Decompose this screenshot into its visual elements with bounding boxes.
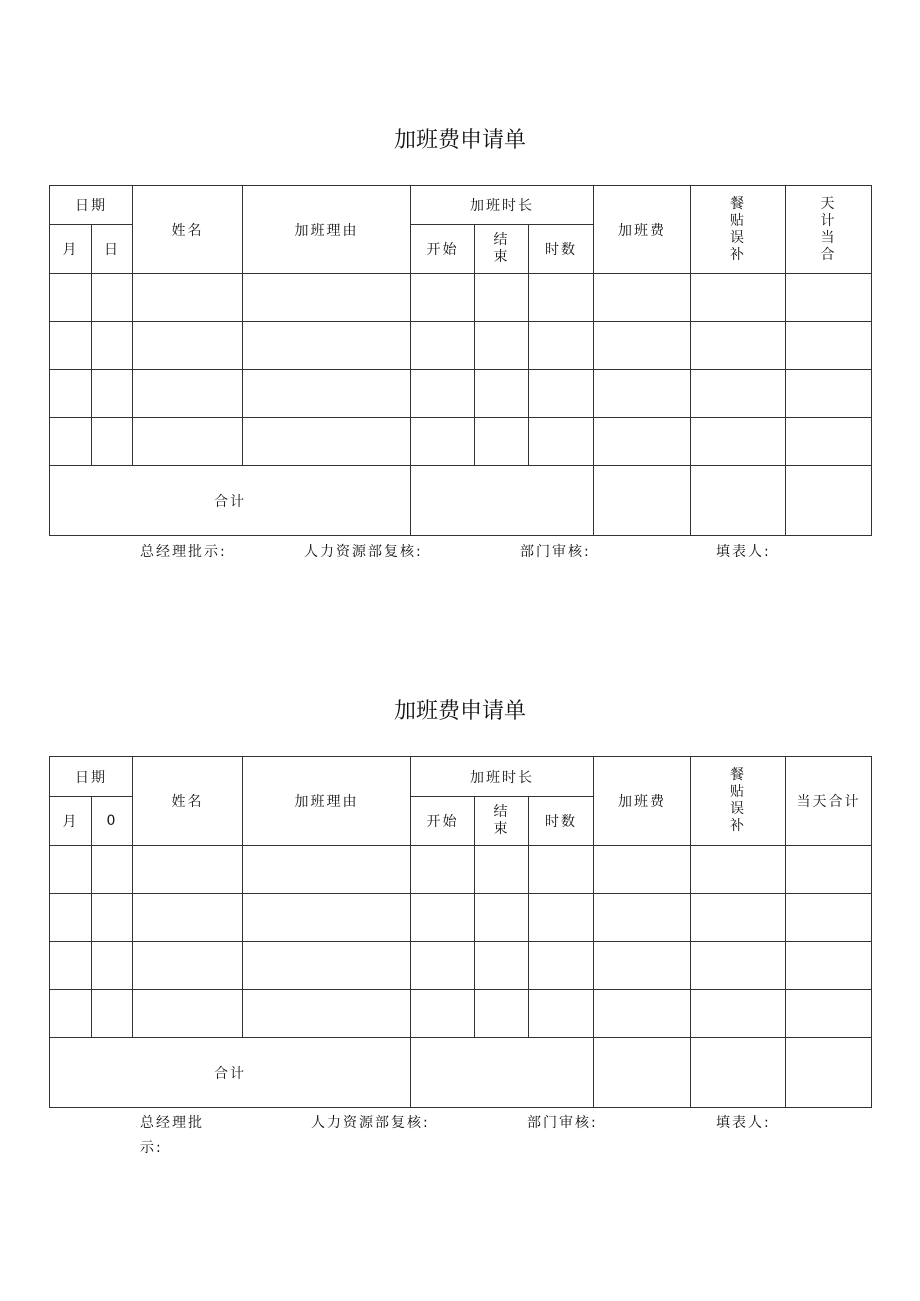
filler-label: 填表人: (716, 1115, 771, 1131)
form-2-table (49, 756, 872, 1108)
cell[interactable] (133, 846, 243, 894)
header-day-total: 当天合计 (786, 757, 872, 846)
header-name: 姓名 (133, 757, 243, 846)
cell[interactable] (594, 894, 691, 942)
cell[interactable] (50, 990, 92, 1038)
hr-review-label: 人力资源部复核: (304, 544, 423, 560)
header-hours: 时数 (529, 225, 594, 274)
gm-approval-label: 总经理批 (140, 1115, 204, 1131)
cell[interactable] (243, 990, 411, 1038)
table-row (50, 322, 872, 370)
cell[interactable] (529, 990, 594, 1038)
header-name: 姓名 (133, 186, 243, 274)
cell[interactable] (243, 894, 411, 942)
cell[interactable] (50, 894, 92, 942)
cell[interactable] (50, 942, 92, 990)
cell[interactable] (92, 418, 133, 466)
cell[interactable] (786, 418, 872, 466)
header-end: 结 束 (475, 797, 529, 846)
cell[interactable] (243, 418, 411, 466)
cell[interactable] (133, 942, 243, 990)
cell[interactable] (411, 894, 475, 942)
cell[interactable] (92, 942, 133, 990)
header-date: 日期 (50, 186, 133, 225)
filler-label: 填表人: (716, 544, 771, 560)
cell[interactable] (411, 846, 475, 894)
header-end: 结 束 (475, 225, 529, 274)
cell[interactable] (133, 322, 243, 370)
header-day-total: 天 计 当 合 (786, 186, 872, 274)
total-fee-cell[interactable] (594, 1038, 691, 1108)
total-fee-cell[interactable] (594, 466, 691, 536)
total-label: 合计 (50, 466, 411, 536)
cell[interactable] (691, 322, 786, 370)
cell[interactable] (411, 274, 475, 322)
gm-approval-label: 总经理批示: (140, 544, 227, 560)
cell[interactable] (92, 274, 133, 322)
cell[interactable] (411, 942, 475, 990)
cell[interactable] (529, 942, 594, 990)
cell[interactable] (411, 322, 475, 370)
cell[interactable] (92, 990, 133, 1038)
cell[interactable] (475, 274, 529, 322)
total-duration-cell[interactable] (411, 1038, 594, 1108)
cell[interactable] (92, 322, 133, 370)
cell[interactable] (133, 894, 243, 942)
cell[interactable] (786, 894, 872, 942)
cell[interactable] (243, 942, 411, 990)
cell[interactable] (50, 846, 92, 894)
header-day: 日 (92, 225, 133, 274)
cell[interactable] (691, 942, 786, 990)
header-meal-allowance: 餐 贴 误 补 (691, 186, 786, 274)
form-1-table (49, 185, 872, 536)
gm-approval-label-cont: 示: (140, 1140, 163, 1156)
dept-review-label: 部门审核: (527, 1115, 598, 1131)
cell[interactable] (594, 942, 691, 990)
cell[interactable] (691, 418, 786, 466)
header-hours: 时数 (529, 797, 594, 846)
cell[interactable] (243, 274, 411, 322)
cell[interactable] (133, 274, 243, 322)
cell[interactable] (594, 370, 691, 418)
cell[interactable] (475, 322, 529, 370)
total-row (50, 1038, 872, 1108)
header-start: 开始 (411, 797, 475, 846)
cell[interactable] (594, 990, 691, 1038)
header-duration: 加班时长 (411, 186, 594, 225)
cell[interactable] (691, 990, 786, 1038)
header-day: 0 (92, 797, 133, 846)
cell[interactable] (411, 370, 475, 418)
cell[interactable] (92, 370, 133, 418)
cell[interactable] (243, 846, 411, 894)
cell[interactable] (50, 274, 92, 322)
cell[interactable] (529, 322, 594, 370)
table-row (50, 894, 872, 942)
cell[interactable] (786, 846, 872, 894)
header-fee: 加班费 (594, 186, 691, 274)
total-row (50, 466, 872, 536)
cell[interactable] (529, 894, 594, 942)
cell[interactable] (50, 322, 92, 370)
header-month: 月 (50, 797, 92, 846)
cell[interactable] (133, 990, 243, 1038)
cell[interactable] (50, 418, 92, 466)
cell[interactable] (594, 846, 691, 894)
hr-review-label: 人力资源部复核: (311, 1115, 430, 1131)
cell[interactable] (411, 418, 475, 466)
total-day-cell[interactable] (786, 466, 872, 536)
header-month: 月 (50, 225, 92, 274)
cell[interactable] (594, 322, 691, 370)
cell[interactable] (243, 322, 411, 370)
cell[interactable] (594, 418, 691, 466)
table-row (50, 846, 872, 894)
cell[interactable] (475, 942, 529, 990)
header-start: 开始 (411, 225, 475, 274)
cell[interactable] (133, 370, 243, 418)
cell[interactable] (411, 990, 475, 1038)
header-meal-allowance: 餐 贴 误 补 (691, 757, 786, 846)
cell[interactable] (691, 846, 786, 894)
cell[interactable] (50, 370, 92, 418)
cell[interactable] (475, 370, 529, 418)
cell[interactable] (594, 274, 691, 322)
cell[interactable] (475, 846, 529, 894)
header-date: 日期 (50, 757, 133, 797)
header-fee: 加班费 (594, 757, 691, 846)
cell[interactable] (133, 418, 243, 466)
total-duration-cell[interactable] (411, 466, 594, 536)
form-1-title: 加班费申请单 (393, 128, 526, 153)
cell[interactable] (475, 894, 529, 942)
cell[interactable] (529, 846, 594, 894)
total-day-cell[interactable] (786, 1038, 872, 1108)
dept-review-label: 部门审核: (520, 544, 591, 560)
cell[interactable] (529, 274, 594, 322)
cell[interactable] (786, 990, 872, 1038)
cell[interactable] (786, 274, 872, 322)
total-label: 合计 (50, 1038, 411, 1108)
table-row (50, 942, 872, 990)
table-row (50, 370, 872, 418)
cell[interactable] (529, 418, 594, 466)
cell[interactable] (529, 370, 594, 418)
total-meal-cell[interactable] (691, 1038, 786, 1108)
total-meal-cell[interactable] (691, 466, 786, 536)
form-2-title: 加班费申请单 (393, 699, 526, 724)
header-duration: 加班时长 (411, 757, 594, 797)
cell[interactable] (475, 990, 529, 1038)
cell[interactable] (786, 322, 872, 370)
table-row (50, 418, 872, 466)
cell[interactable] (92, 894, 133, 942)
table-row (50, 990, 872, 1038)
cell[interactable] (786, 942, 872, 990)
header-reason: 加班理由 (243, 186, 411, 274)
cell[interactable] (243, 370, 411, 418)
header-reason: 加班理由 (243, 757, 411, 846)
cell[interactable] (691, 274, 786, 322)
table-row (50, 274, 872, 322)
cell[interactable] (475, 418, 529, 466)
cell[interactable] (786, 370, 872, 418)
cell[interactable] (92, 846, 133, 894)
cell[interactable] (691, 370, 786, 418)
cell[interactable] (691, 894, 786, 942)
